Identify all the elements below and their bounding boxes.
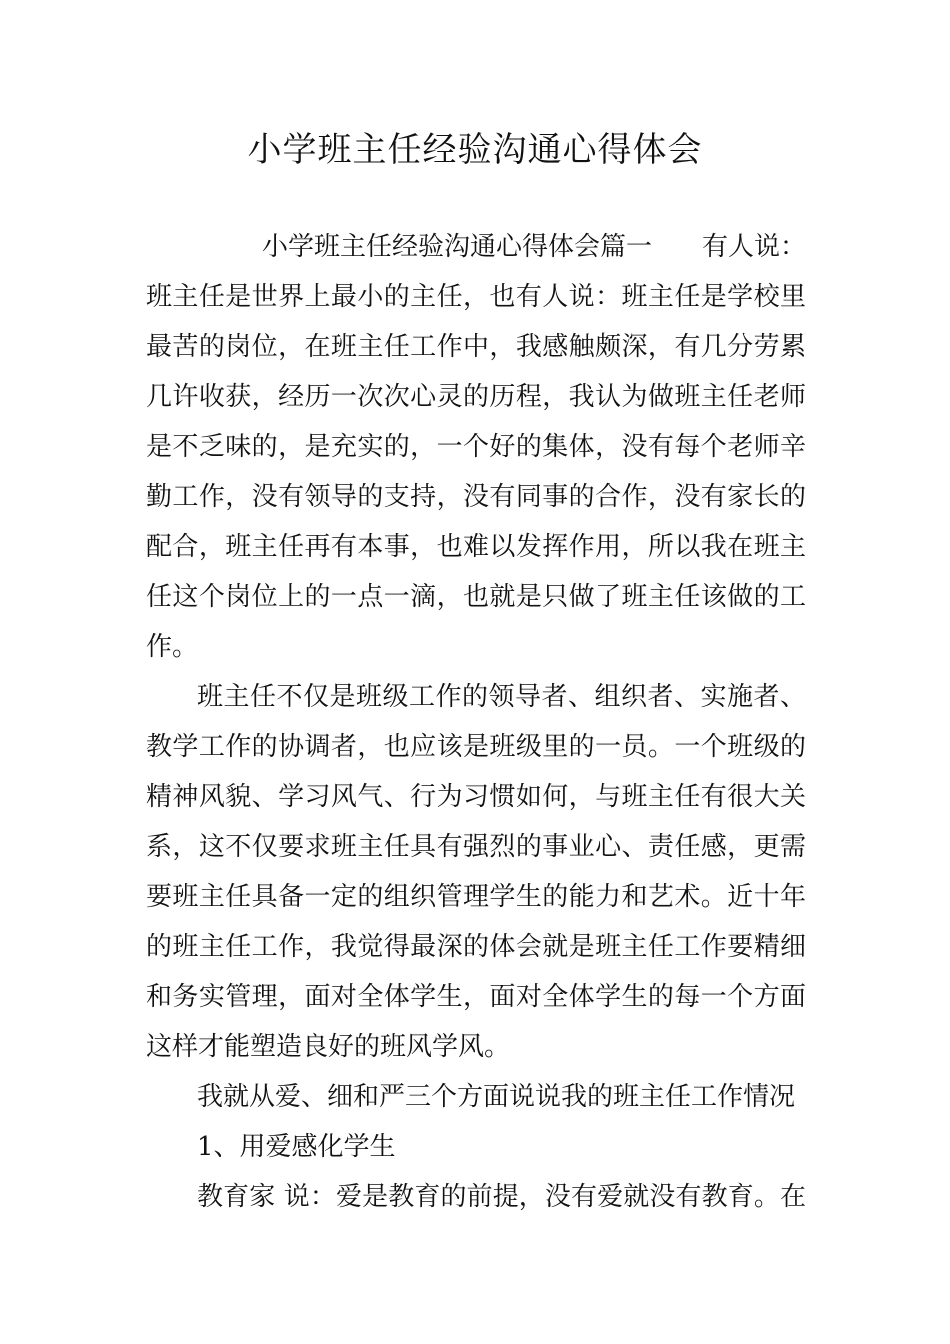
section-heading: 小学班主任经验沟通心得体会篇一 [262, 232, 653, 262]
paragraph-line: 班主任是世界上最小的主任，也有人说：班主任是学校里 [146, 282, 806, 312]
paragraph-line: 教育家 说：爱是教育的前提，没有爱就没有教育。在 [197, 1182, 806, 1212]
paragraph-line: 教学工作的协调者，也应该是班级里的一员。一个班级的 [146, 732, 806, 762]
document-title: 小学班主任经验沟通心得体会 [247, 130, 703, 170]
paragraph-line: 和务实管理，面对全体学生，面对全体学生的每一个方面 [146, 982, 806, 1012]
paragraph-line: 系，这不仅要求班主任具有强烈的事业心、责任感，更需 [146, 832, 806, 862]
paragraph-line: 的班主任工作，我觉得最深的体会就是班主任工作要精细 [146, 932, 806, 962]
paragraph-line: 配合，班主任再有本事，也难以发挥作用，所以我在班主 [146, 532, 806, 562]
paragraph-line: 是不乏味的，是充实的，一个好的集体，没有每个老师辛 [146, 432, 806, 462]
paragraph-line: 作。 [146, 632, 199, 662]
list-item-heading: 1、用爱感化学生 [197, 1132, 396, 1162]
paragraph-line: 班主任不仅是班级工作的领导者、组织者、实施者、 [197, 682, 806, 712]
paragraph-line: 要班主任具备一定的组织管理学生的能力和艺术。近十年 [146, 882, 806, 912]
paragraph-line: 有人说： [702, 232, 807, 262]
paragraph-line: 最苦的岗位，在班主任工作中，我感触颇深，有几分劳累 [146, 332, 806, 362]
paragraph-line: 几许收获，经历一次次心灵的历程，我认为做班主任老师 [146, 382, 806, 412]
paragraph-line: 这样才能塑造良好的班风学风。 [146, 1032, 511, 1062]
paragraph-line: 我就从爱、细和严三个方面说说我的班主任工作情况 [197, 1082, 796, 1112]
paragraph-line: 精神风貌、学习风气、行为习惯如何，与班主任有很大关 [146, 782, 806, 812]
paragraph-line: 勤工作，没有领导的支持，没有同事的合作，没有家长的 [146, 482, 806, 512]
paragraph-line: 任这个岗位上的一点一滴，也就是只做了班主任该做的工 [146, 582, 806, 612]
